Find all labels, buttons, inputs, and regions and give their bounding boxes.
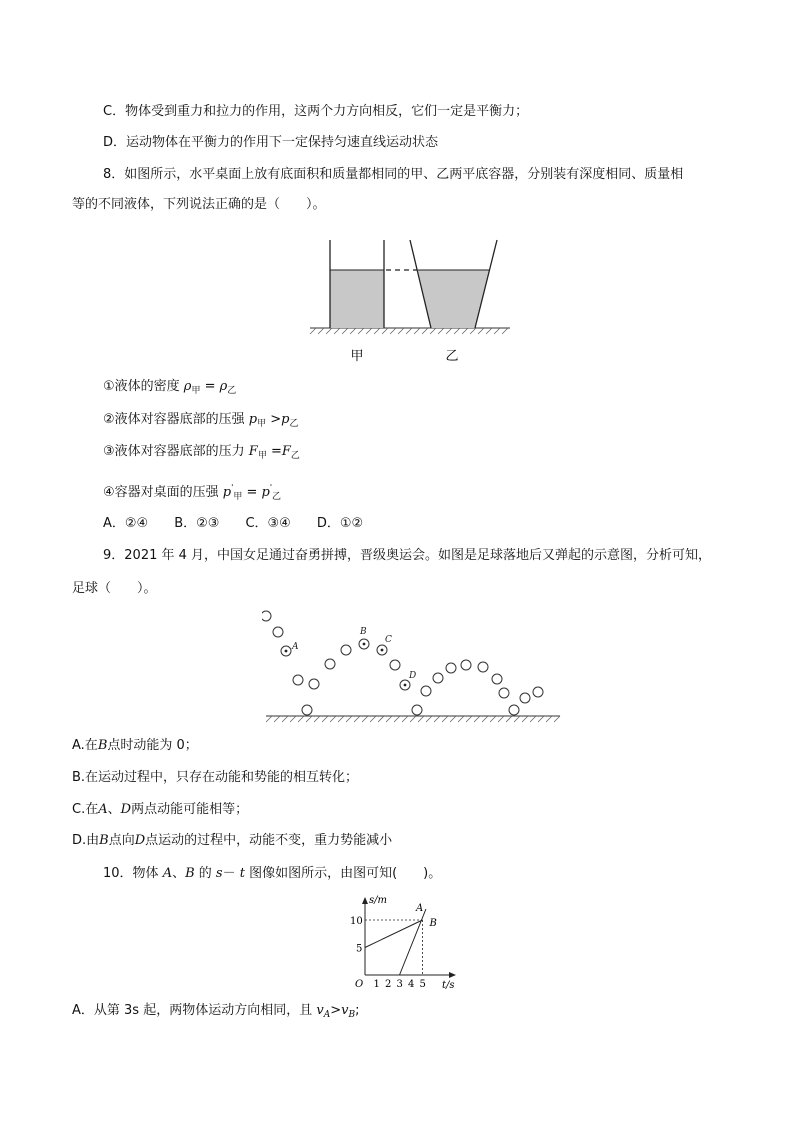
q8-statement-2 [103, 411, 794, 433]
q10a-gt: > [330, 1003, 342, 1018]
s4-prime2: ' [269, 483, 273, 492]
ball [492, 674, 502, 684]
q8-statement-3 [103, 443, 794, 465]
s3-var2: F [281, 444, 291, 459]
q8-statement-4 [103, 479, 794, 506]
q9c-post: 两点动能可能相等； [131, 802, 249, 817]
q8-stem-line2: 等的不同液体，下列说法正确的是（ ）。 [72, 197, 326, 212]
q9d-pre: D.由 [72, 833, 100, 848]
ground [266, 716, 560, 722]
q9c-var2: D [120, 802, 132, 817]
q10a-sub-a: A [323, 1010, 331, 1020]
s1-text: ①液体的密度 [103, 379, 184, 394]
q9-option-d[interactable] [72, 832, 794, 850]
y-axis-arrow [362, 897, 368, 904]
s4-op: = [242, 485, 262, 500]
q10-stem [103, 865, 794, 883]
q9d-mid: 点向 [108, 833, 135, 848]
q10-var-t: t [239, 866, 245, 881]
s4-var2: p [261, 485, 270, 500]
q10-option-a[interactable] [72, 1002, 794, 1024]
origin-label: O [355, 979, 364, 990]
q8-option-b[interactable]: B．②③ [174, 516, 220, 531]
y-tick-label: 10 [350, 916, 363, 927]
q9d-var2: D [134, 833, 146, 848]
q8-option-c[interactable]: C．③④ [245, 516, 291, 531]
ball-bounce-2 [412, 705, 422, 715]
q10a-vb: v [341, 1003, 349, 1018]
x-tick-label: 4 [408, 979, 415, 990]
q10-mid2: 的 [194, 866, 216, 881]
s1-var1: ρ [183, 379, 192, 394]
label-b: B [360, 627, 367, 637]
q10-var-b: B [185, 866, 195, 881]
q9-option-c[interactable] [72, 801, 794, 819]
q9c-pre: C.在 [72, 802, 99, 817]
s4-sub2: 乙 [272, 492, 282, 502]
q9c-mid: 、 [107, 802, 121, 817]
series-label-b: B [429, 918, 437, 929]
q10a-sub-b: B [348, 1010, 356, 1020]
s3-sub1: 甲 [257, 451, 267, 461]
ball [273, 627, 283, 637]
s2-sub1: 甲 [257, 419, 267, 429]
ball [421, 686, 431, 696]
label-d: D [409, 671, 417, 681]
ball [293, 675, 303, 685]
x-tick-label: 5 [419, 979, 426, 990]
x-axis-arrow [449, 972, 456, 978]
q10a-pre: A．从第 3s 起，两物体运动方向相同，且 [72, 1003, 317, 1018]
ball [533, 687, 543, 697]
s1-op: = [200, 379, 220, 394]
q8-stem-line1: 8．如图所示，水平桌面上放有底面积和质量都相同的甲、乙两平底容器，分别装有深度相同、质量相 [103, 167, 684, 182]
q7-option-d: D．运动物体在平衡力的作用下一定保持匀速直线运动状态 [103, 135, 439, 150]
ball-positions [262, 611, 543, 715]
q9a-pre: A.在 [72, 738, 98, 753]
table-surface [310, 328, 510, 334]
ball [478, 662, 488, 672]
q9a-var: B [97, 738, 108, 753]
x-tick-label: 1 [373, 979, 380, 990]
q9-option-a[interactable] [72, 737, 794, 755]
ball [262, 611, 271, 621]
q10-var-s: s [215, 866, 223, 881]
s2-op: > [266, 412, 282, 427]
s4-sub1: 甲 [233, 492, 243, 502]
s4-text: ④容器对桌面的压强 [103, 485, 223, 500]
ball [461, 660, 471, 670]
s-t-graph [340, 893, 480, 993]
x-tick-label: 2 [385, 979, 392, 990]
q10a-post: ; [355, 1003, 360, 1018]
label-jia: 甲 [350, 349, 364, 364]
s3-op: = [266, 444, 282, 459]
q8-options [103, 515, 794, 533]
q8-option-d[interactable]: D．①② [316, 516, 364, 531]
s1-sub1: 甲 [191, 386, 201, 396]
ball [499, 688, 509, 698]
s2-sub2: 乙 [289, 419, 299, 429]
ball-bounce-3 [509, 705, 519, 715]
s3-sub2: 乙 [290, 451, 300, 461]
ball [520, 693, 530, 703]
q9a-post: 点时动能为 0； [107, 738, 198, 753]
series-line-a [400, 909, 426, 975]
s1-sub2: 乙 [227, 386, 237, 396]
q10a-va: v [316, 1003, 324, 1018]
q10-mid: 、 [172, 866, 186, 881]
q10-dash: － [222, 866, 240, 881]
q7-option-c: C．物体受到重力和拉力的作用，这两个力方向相反，它们一定是平衡力； [103, 104, 529, 119]
s2-text: ②液体对容器底部的压强 [103, 412, 249, 427]
x-tick-label: 3 [396, 979, 403, 990]
q10-pre: 10．物体 [103, 866, 163, 881]
x-axis-label: t/s [442, 980, 455, 991]
ball-bounce-1 [302, 705, 312, 715]
ball [390, 660, 400, 670]
series-label-a: A [415, 903, 424, 914]
s4-prime1: ' [231, 483, 234, 492]
label-yi: 乙 [445, 349, 459, 364]
s3-text: ③液体对容器底部的压力 [103, 444, 249, 459]
q9d-post: 点运动的过程中，动能不变，重力势能减小 [145, 833, 393, 848]
ball [309, 679, 319, 689]
s2-var2: p [281, 412, 290, 427]
q9c-var1: A [98, 802, 108, 817]
container-yi [410, 240, 497, 328]
q9-stem-line1: 9．2021 年 4 月，中国女足通过奋勇拼搏，晋级奥运会。如图是足球落地后又弹起的示意图，分析可知， [103, 548, 712, 563]
football-bounce-figure [262, 605, 566, 723]
y-axis-label: s/m [369, 895, 387, 906]
q10-post: 图像如图所示，由图可知( )。 [244, 866, 442, 881]
s1-var2: ρ [219, 379, 228, 394]
ball [325, 659, 335, 669]
label-c: C [385, 635, 392, 645]
series-line-b [365, 920, 423, 948]
containers-figure [305, 235, 515, 367]
ball [446, 663, 456, 673]
q9d-var1: B [99, 833, 109, 848]
label-a: A [292, 642, 299, 652]
container-jia [330, 240, 384, 328]
q9-option-b[interactable]: B.在运动过程中，只存在动能和势能的相互转化； [72, 770, 359, 785]
s3-var1: F [248, 444, 258, 459]
ball [433, 673, 443, 683]
q8-statement-1 [103, 378, 794, 400]
q9-stem-line2: 足球（ ）。 [72, 581, 157, 596]
q10-var-a: A [162, 866, 173, 881]
y-tick-label: 5 [356, 943, 363, 955]
s4-var1: p [222, 485, 232, 500]
q8-option-a[interactable]: A．②④ [103, 516, 149, 531]
s2-var1: p [248, 412, 258, 427]
ball [341, 645, 351, 655]
